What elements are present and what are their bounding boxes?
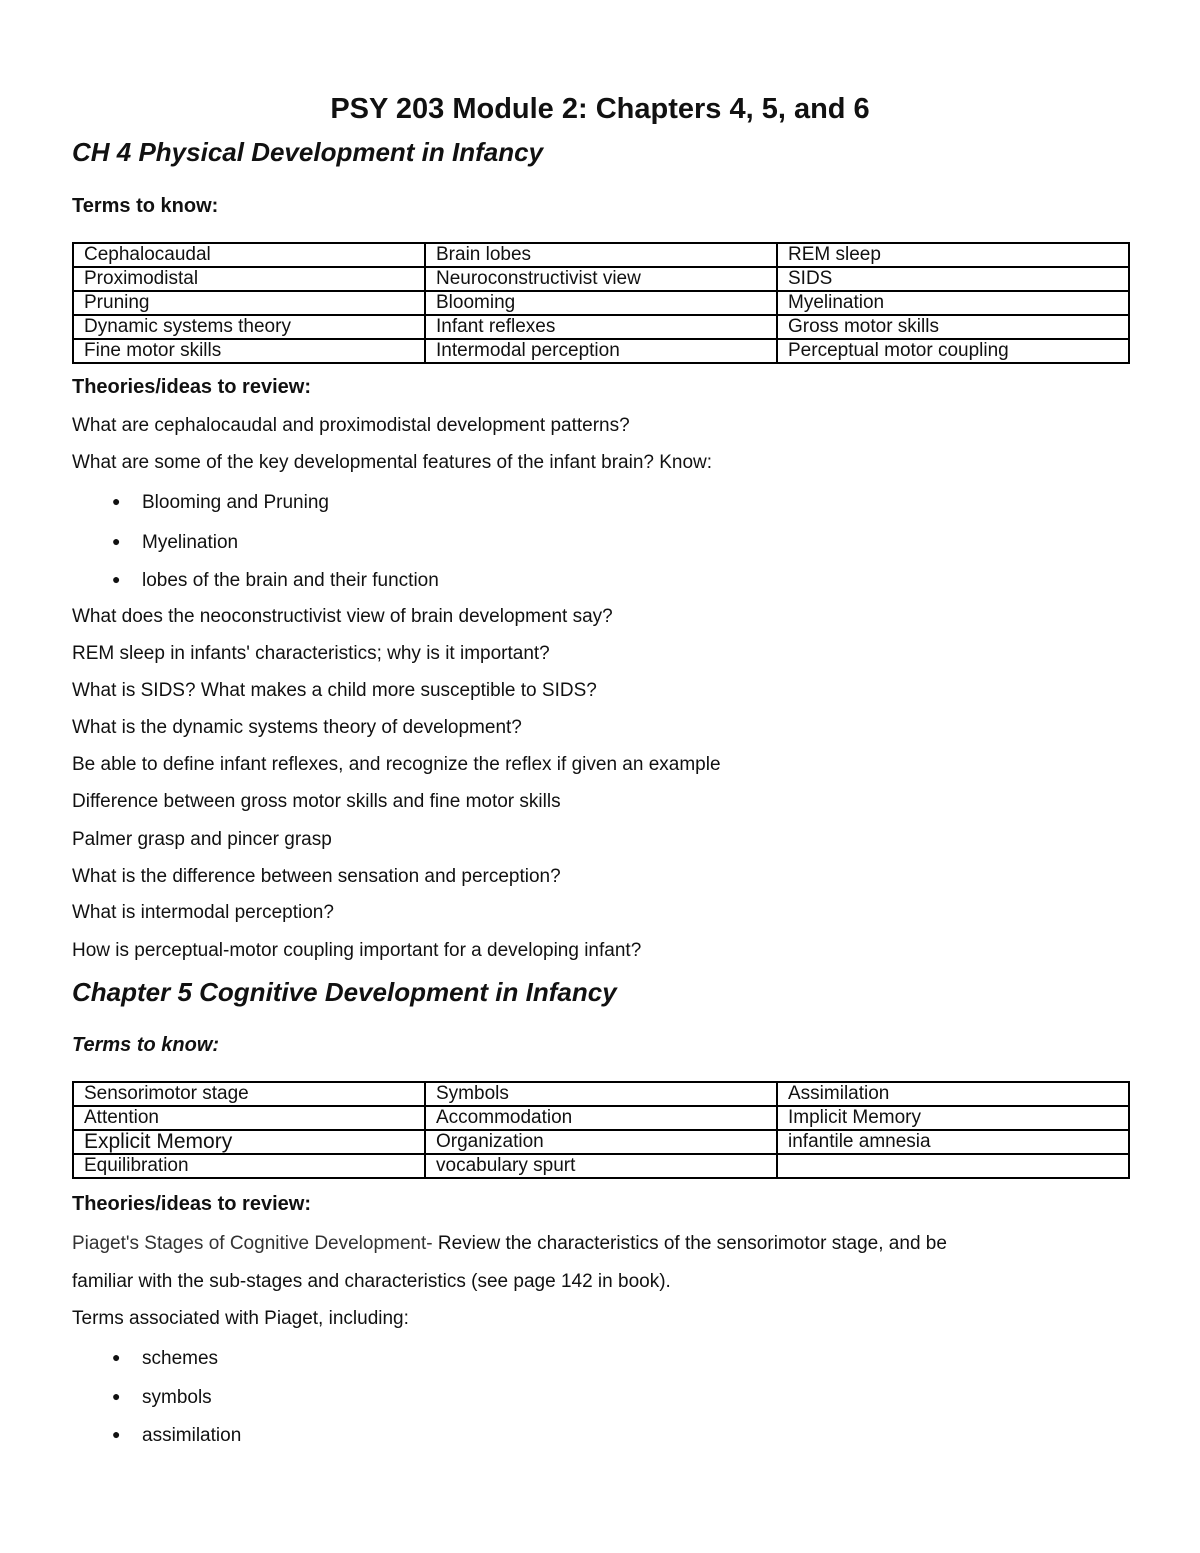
table-cell: Equilibration <box>73 1154 425 1178</box>
table-cell: Accommodation <box>425 1106 777 1130</box>
ch4-terms-table <box>72 242 1130 364</box>
table-cell: Gross motor skills <box>777 315 1129 339</box>
review-item: Piaget's Stages of Cognitive Development- Review the characteristics of the sensorimotor stage, and be <box>72 1233 947 1254</box>
review-question: What is intermodal perception? <box>72 902 334 923</box>
review-question: Be able to define infant reflexes, and recognize the reflex if given an example <box>72 754 721 775</box>
table-row <box>73 1082 1129 1106</box>
table-cell: Proximodistal <box>73 267 425 291</box>
table-cell: Perceptual motor coupling <box>777 339 1129 363</box>
list-item: ● assimilation <box>112 1422 241 1448</box>
table-row <box>73 339 1129 363</box>
bullet-icon: ● <box>112 493 121 509</box>
review-question: What is SIDS? What makes a child more susceptible to SIDS? <box>72 680 597 701</box>
table-cell: Symbols <box>425 1082 777 1106</box>
list-item: ● symbols <box>112 1384 212 1410</box>
table-cell: infantile amnesia <box>777 1130 1129 1154</box>
table-row <box>73 315 1129 339</box>
table-cell: Neuroconstructivist view <box>425 267 777 291</box>
table-row <box>73 1106 1129 1130</box>
table-cell: Sensorimotor stage <box>73 1082 425 1106</box>
ch5-heading: Chapter 5 Cognitive Development in Infancy <box>72 977 617 1007</box>
table-cell: Attention <box>73 1106 425 1130</box>
bullet-icon: ● <box>112 1349 121 1365</box>
table-cell: SIDS <box>777 267 1129 291</box>
ch4-review-heading: Theories/ideas to review: <box>72 376 311 398</box>
review-question: How is perceptual-motor coupling important for a developing infant? <box>72 940 642 961</box>
bullet-icon: ● <box>112 1388 121 1404</box>
list-item: ● Myelination <box>112 529 238 555</box>
ch4-heading: CH 4 Physical Development in Infancy <box>72 137 544 167</box>
ch5-terms-table <box>72 1081 1130 1179</box>
table-cell: Infant reflexes <box>425 315 777 339</box>
table-cell: Intermodal perception <box>425 339 777 363</box>
review-question: Palmer grasp and pincer grasp <box>72 829 332 850</box>
review-question: What does the neoconstructivist view of brain development say? <box>72 606 613 627</box>
document-title: PSY 203 Module 2: Chapters 4, 5, and 6 <box>330 93 870 125</box>
table-cell <box>777 1154 1129 1178</box>
review-item: familiar with the sub-stages and characteristics (see page 142 in book). <box>72 1271 671 1292</box>
list-item: ● schemes <box>112 1345 218 1371</box>
table-cell: Assimilation <box>777 1082 1129 1106</box>
review-question: What are cephalocaudal and proximodistal development patterns? <box>72 415 630 436</box>
table-row <box>73 1154 1129 1178</box>
review-question: REM sleep in infants' characteristics; why is it important? <box>72 643 550 664</box>
table-cell: Explicit Memory <box>73 1130 425 1154</box>
table-cell: Fine motor skills <box>73 339 425 363</box>
review-question: What is the difference between sensation and perception? <box>72 866 561 887</box>
table-cell: Pruning <box>73 291 425 315</box>
ch5-terms-heading: Terms to know: <box>72 1034 220 1056</box>
review-question: What are some of the key developmental features of the infant brain? Know: <box>72 452 713 473</box>
bullet-icon: ● <box>112 571 121 587</box>
table-row <box>73 291 1129 315</box>
table-cell: Brain lobes <box>425 243 777 267</box>
review-question: What is the dynamic systems theory of development? <box>72 717 522 738</box>
bullet-icon: ● <box>112 1426 121 1442</box>
ch5-review-heading: Theories/ideas to review: <box>72 1193 311 1215</box>
review-item: Terms associated with Piaget, including: <box>72 1308 409 1329</box>
list-item: ● lobes of the brain and their function <box>112 567 439 593</box>
table-cell: Cephalocaudal <box>73 243 425 267</box>
table-cell: Blooming <box>425 291 777 315</box>
table-row <box>73 267 1129 291</box>
table-row <box>73 243 1129 267</box>
table-cell: Myelination <box>777 291 1129 315</box>
table-cell: Organization <box>425 1130 777 1154</box>
table-cell: REM sleep <box>777 243 1129 267</box>
table-row <box>73 1130 1129 1154</box>
table-cell: Implicit Memory <box>777 1106 1129 1130</box>
list-item: ● Blooming and Pruning <box>112 489 329 515</box>
ch4-terms-heading: Terms to know: <box>72 195 219 217</box>
bullet-icon: ● <box>112 533 121 549</box>
table-cell: Dynamic systems theory <box>73 315 425 339</box>
review-question: Difference between gross motor skills and fine motor skills <box>72 791 561 812</box>
table-cell: vocabulary spurt <box>425 1154 777 1178</box>
